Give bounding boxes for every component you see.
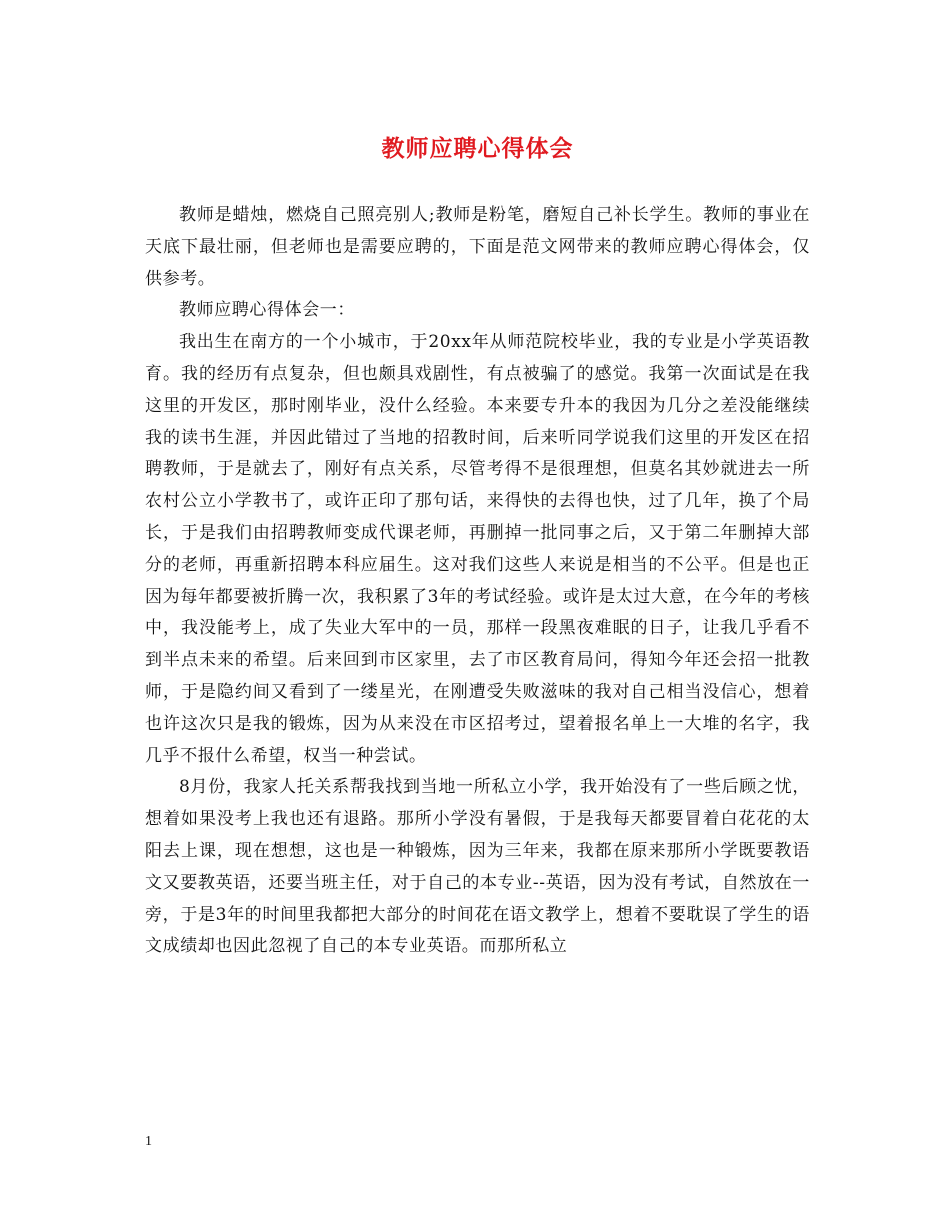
section-heading-one: 教师应聘心得体会一：: [179, 300, 355, 321]
paragraph-intro: 教师是蜡烛，燃烧自己照亮别人;教师是粉笔，磨短自己补长学生。教师的事业在天底下最壮丽，但老师也是需要应聘的，下面是范文网带来的教师应聘心得体会，仅供参考。: [145, 205, 810, 289]
page-number: 1: [145, 1134, 152, 1149]
paragraph-experience: 我出生在南方的一个小城市，于20xx年从师范院校毕业，我的专业是小学英语教育。我的经历有点复杂，但也颇具戏剧性，有点被骗了的感觉。我第一次面试是在我这里的开发区，那时刚毕业，没什么经验。本来要专升本的我因为几分之差没能继续我的读书生涯，并因此错过了当地的招教时间，后来听同学说我们这里的开发区在招聘教师，于是就去了，刚好有点关系，尽管考得不是很理想，但莫名其妙就进去一所农村公立小学教书了，或许正印了那句话，来得快的去得也快，过了几年，换了个局长，于是我们由招聘教师变成代课老师，再删掉一批同事之后，又于第二年删掉大部分的老师，再重新招聘本科应届生。这对我们这些人来说是相当的不公平。但是也正因为每年都要被折腾一次，我积累了3年的考试经验。或许是太过大意，在今年的考核中，我没能考上，成了失业大军中的一员，那样一段黑夜难眠的日子，让我几乎看不到半点未来的希望。后来回到市区家里，去了市区教育局问，得知今年还会招一批教师，于是隐约间又看到了一缕星光，在刚遭受失败滋味的我对自己相当没信心，想着也许这次只是我的锻炼，因为从来没在市区招考过，望着报名单上一大堆的名字，我几乎不报什么希望，权当一种尝试。: [145, 332, 810, 766]
document-title: 教师应聘心得体会: [381, 135, 574, 162]
paragraph-august: 8月份，我家人托关系帮我找到当地一所私立小学，我开始没有了一些后顾之忧，想着如果没考上我也还有退路。那所小学没有暑假，于是我每天都要冒着白花花的太阳去上课，现在想想，这也是一种锻炼，因为三年来，我都在原来那所小学既要教语文又要教英语，还要当班主任，对于自己的本专业--英语，因为没有考试，自然放在一旁，于是3年的时间里我都把大部分的时间花在语文教学上，想着不要耽误了学生的语文成绩却也因此忽视了自己的本专业英语。而那所私立: [145, 777, 810, 957]
document-body: [145, 200, 810, 963]
